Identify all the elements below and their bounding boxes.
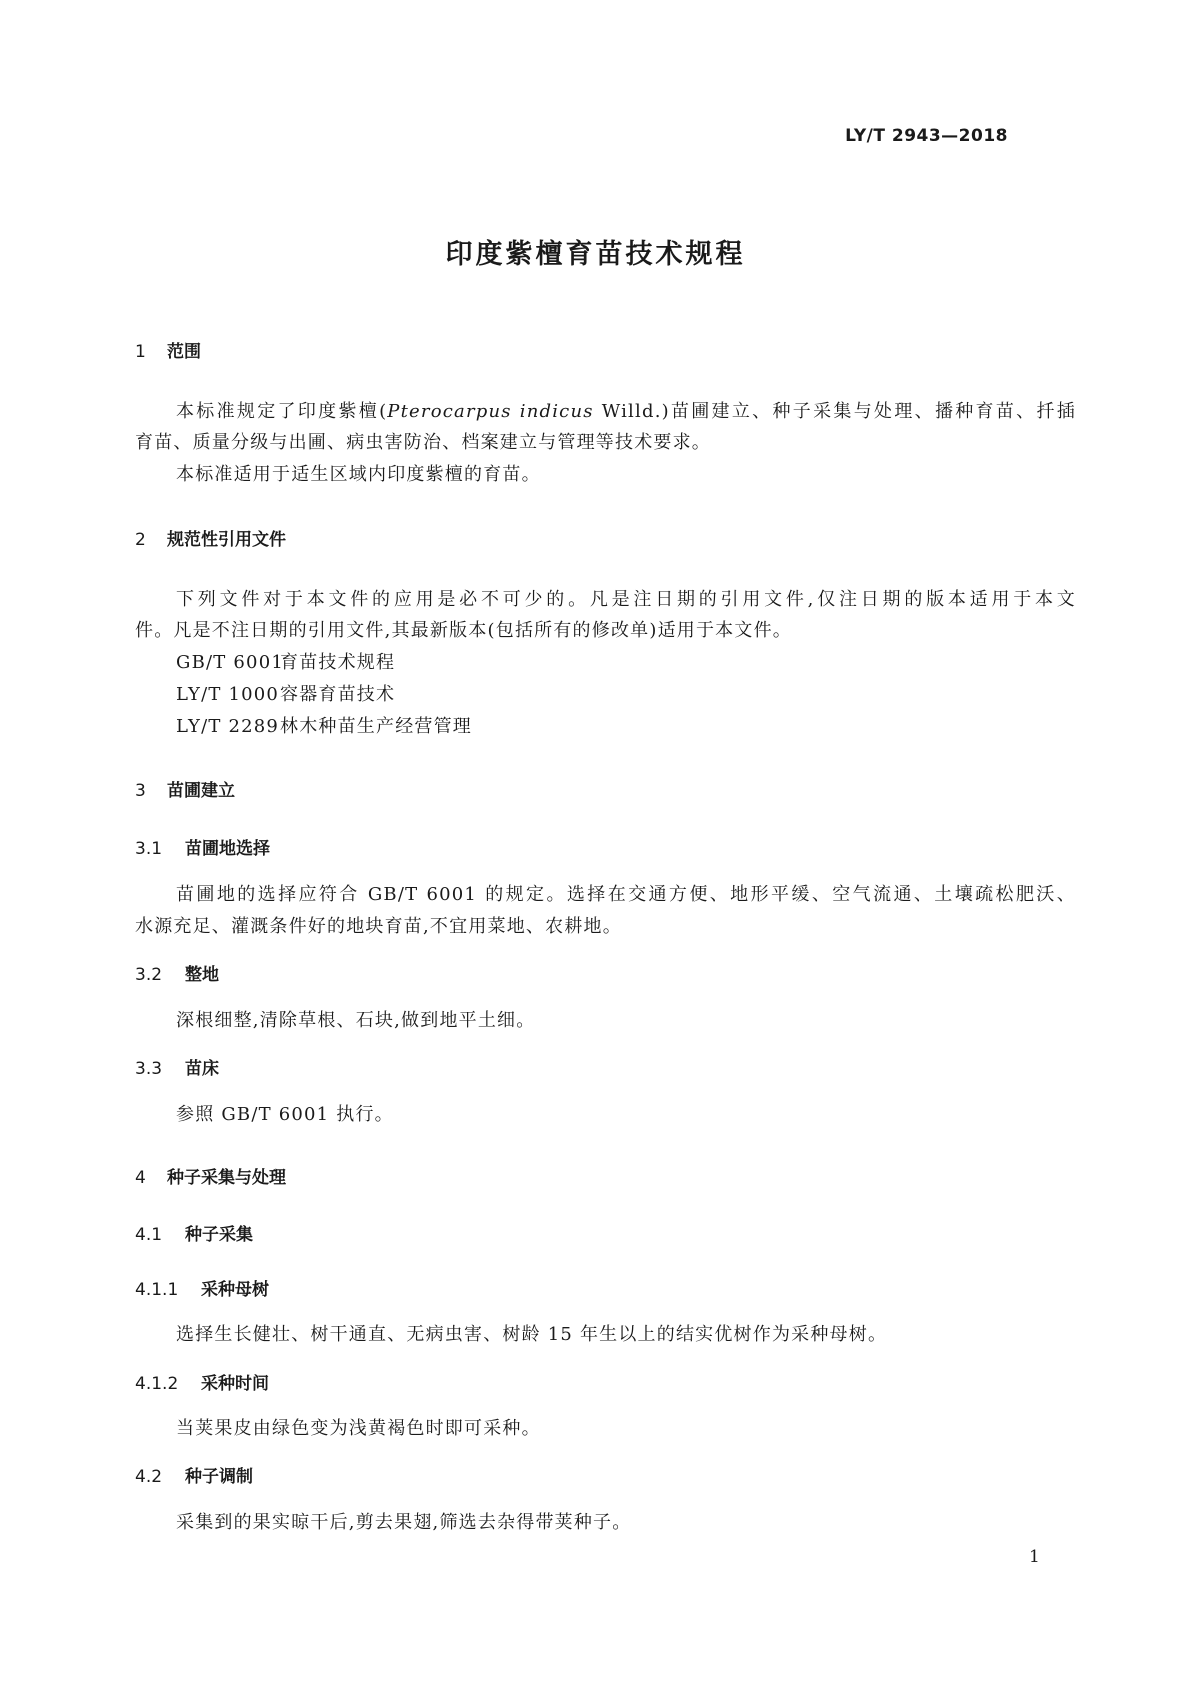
- section-title: 范围: [167, 342, 201, 362]
- subsection-heading-4-1: 4.1 种子采集: [135, 1225, 253, 1245]
- paragraph: 当荚果皮由绿色变为浅黄褐色时即可采种。: [176, 1418, 541, 1439]
- paragraph: 选择生长健壮、树干通直、无病虫害、树龄 15 年生以上的结实优树作为采种母树。: [176, 1324, 888, 1345]
- subsection-heading-3-3: 3.3 苗床: [135, 1059, 219, 1079]
- document-title: 印度紫檀育苗技术规程: [445, 239, 746, 270]
- paragraph: 采集到的果实晾干后,剪去果翅,筛选去杂得带荚种子。: [176, 1512, 632, 1533]
- subsection-heading-4-1-2: 4.1.2 采种时间: [135, 1374, 269, 1394]
- species-name: Pterocarpus indicus: [387, 401, 594, 422]
- section-title: 种子采集与处理: [167, 1168, 286, 1188]
- reference-item: LY/T 2289林木种苗生产经营管理: [176, 716, 472, 737]
- section-heading-3: [135, 776, 235, 801]
- paragraph-line: 水源充足、灌溉条件好的地块育苗,不宜用菜地、农耕地。: [135, 916, 622, 937]
- section-heading-2: [135, 525, 286, 550]
- paragraph: 深根细整,清除草根、石块,做到地平土细。: [176, 1010, 536, 1031]
- reference-item: GB/T 6001育苗技术规程: [176, 652, 396, 673]
- subsection-heading-4-1-1: 4.1.1 采种母树: [135, 1280, 269, 1300]
- section-number: 4: [135, 1168, 146, 1188]
- paragraph-line: 本标准规定了印度紫檀(Pterocarpus indicus Willd.)苗圃建立、种子采集与处理、播种育苗、扦插: [176, 401, 1076, 422]
- paragraph-line: 件。凡是不注日期的引用文件,其最新版本(包括所有的修改单)适用于本文件。: [135, 620, 792, 641]
- standard-code: LY/T 2943—2018: [845, 126, 1008, 146]
- reference-item: LY/T 1000容器育苗技术: [176, 684, 396, 705]
- subsection-heading-4-2: 4.2 种子调制: [135, 1467, 253, 1487]
- section-number: 1: [135, 342, 146, 362]
- section-number: 3: [135, 781, 146, 801]
- section-heading-4: [135, 1163, 286, 1188]
- page-number: 1: [1029, 1547, 1040, 1567]
- subsection-heading-3-2: 3.2 整地: [135, 965, 219, 985]
- section-heading-1: [135, 337, 201, 362]
- paragraph: 本标准适用于适生区域内印度紫檀的育苗。: [176, 464, 541, 485]
- subsection-heading-3-1: 3.1 苗圃地选择: [135, 839, 270, 859]
- section-title: 苗圃建立: [167, 781, 235, 801]
- paragraph-line: 下列文件对于本文件的应用是必不可少的。凡是注日期的引用文件,仅注日期的版本适用于本文: [176, 589, 1076, 610]
- section-title: 规范性引用文件: [167, 530, 286, 550]
- paragraph: 参照 GB/T 6001 执行。: [176, 1104, 394, 1125]
- section-number: 2: [135, 530, 146, 550]
- paragraph-line: 育苗、质量分级与出圃、病虫害防治、档案建立与管理等技术要求。: [135, 432, 711, 453]
- paragraph-line: 苗圃地的选择应符合 GB/T 6001 的规定。选择在交通方便、地形平缓、空气流通、土壤疏松肥沃、: [176, 884, 1076, 905]
